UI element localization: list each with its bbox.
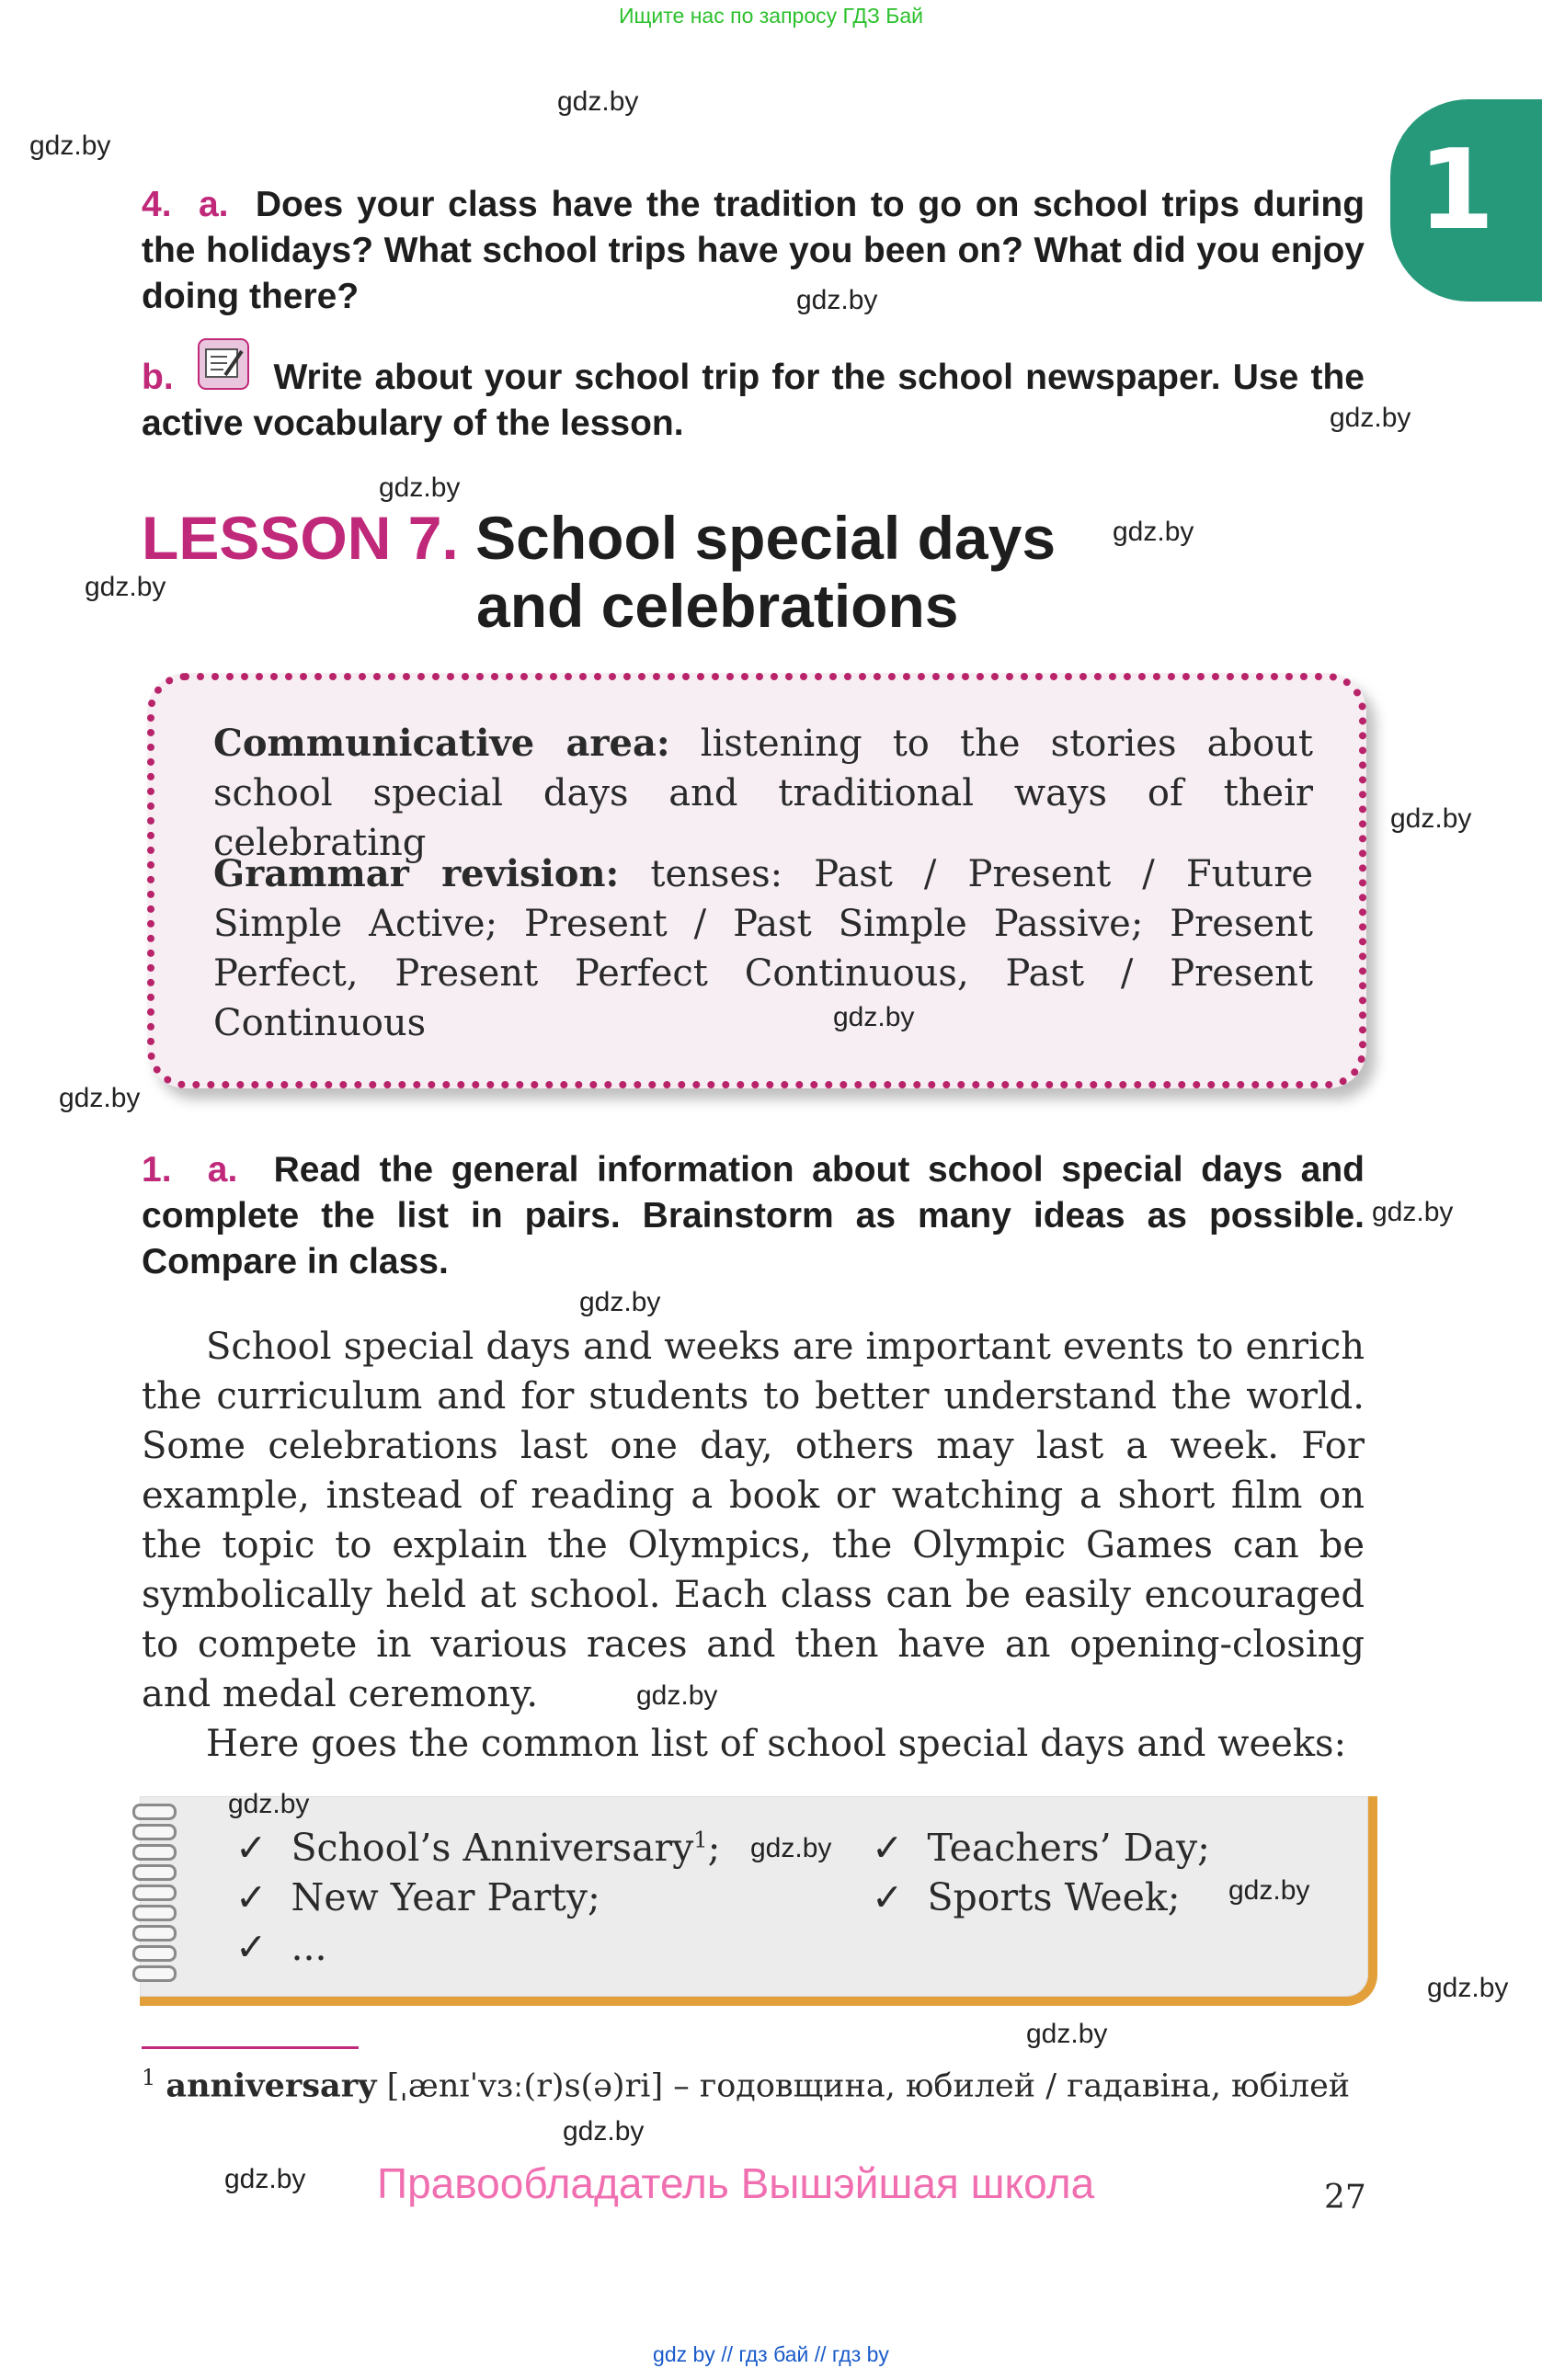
reading-paragraph-1: School special days and weeks are important events to enrich the curriculum and for students to better understand the world. Some celebrations last one day, others may last a week. For example, instead of reading a book or watching a short film on the topic to explain the Olympics, the Olympic Games can be symbolically held at school. Each class can be easily encouraged to compete in various races and then have an opening-closing and medal ceremony. (142, 1326, 1365, 1715)
list-item: ✓ Sports Week; (872, 1875, 1181, 1919)
communicative-area (213, 719, 1313, 868)
lesson-heading (142, 504, 1056, 640)
task-letter: b. (142, 358, 174, 397)
task-4b-text: Write about your school trip for the school newspaper. Use the active vocabulary of the lesson. (142, 358, 1365, 443)
top-banner[interactable]: Ищите нас по запросу ГДЗ Бай (618, 4, 924, 28)
checkmark-icon: ✓ (872, 1826, 904, 1870)
unit-number: 1 (1418, 127, 1495, 255)
watermark: gdz.by (750, 1833, 832, 1863)
grammar-revision-label: Grammar revision: (213, 852, 620, 895)
spiral-ring (132, 1824, 177, 1840)
watermark: gdz.by (29, 131, 111, 161)
checkmark-icon: ✓ (235, 1875, 268, 1919)
communicative-area-label: Communicative area: (213, 722, 670, 765)
grammar-revision (213, 849, 1313, 1048)
communicative-area-text: listening to the stories about school special days and traditional ways of their celebrating (213, 723, 1313, 864)
spiral-ring (132, 1965, 177, 1982)
grammar-revision-text: tenses: Past / Present / Future Simple Active; Present / Past Simple Passive; Present Perfect, Present Perfect Continuous, Past / Present Continuous (213, 853, 1314, 1044)
spiral-ring (132, 1844, 177, 1861)
lesson-title-line1: School special days (475, 504, 1057, 572)
footnote-mark: 1 (142, 2065, 156, 2090)
watermark: gdz.by (1228, 1875, 1310, 1906)
list-item: ✓ ... (235, 1925, 327, 1969)
task-letter: a. (207, 1150, 238, 1190)
task-number: 1. (142, 1150, 172, 1190)
watermark: gdz.by (563, 2116, 645, 2147)
task-number: 4. (142, 185, 172, 224)
watermark: gdz.by (228, 1789, 310, 1819)
watermark: gdz.by (796, 285, 878, 315)
task-4a (142, 182, 1365, 320)
watermark: gdz.by (1390, 803, 1472, 834)
page-number: 27 (1324, 2179, 1366, 2216)
watermark: gdz.by (1113, 517, 1194, 547)
footnote-text: [ˌænɪˈvɜː(r)s(ə)ri] – годовщина, юбилей / гадавіна, юбілей (386, 2067, 1351, 2105)
list-item: ✓ New Year Party; (235, 1875, 600, 1919)
bottom-banner[interactable]: gdz by // гдз бай // гдз by (653, 2342, 889, 2366)
spiral-ring (132, 1885, 177, 1901)
list-item: ✓ School’s Anniversary$^1$; (235, 1826, 721, 1870)
watermark: gdz.by (636, 1680, 718, 1711)
lesson-title-line2: and celebrations (476, 572, 959, 640)
watermark: gdz.by (833, 1002, 915, 1032)
watermark: gdz.by (224, 2164, 306, 2194)
spiral-ring (132, 1905, 177, 1921)
watermark: gdz.by (1427, 1973, 1509, 2003)
lesson-objectives-card (147, 673, 1366, 1088)
spiral-ring (132, 1804, 177, 1820)
watermark: gdz.by (1372, 1197, 1454, 1227)
footnote-divider (142, 2046, 359, 2049)
watermark: gdz.by (379, 473, 461, 503)
watermark: gdz.by (59, 1083, 141, 1113)
lesson-label: LESSON 7. (142, 504, 459, 572)
task-1a-text: Read the general information about school special days and complete the list in pairs. Brainstorm as many ideas as possible. Compare in class. (142, 1150, 1365, 1281)
task-letter: a. (198, 185, 229, 224)
checkmark-icon: ✓ (235, 1925, 268, 1969)
copyright-holder: Правообладатель Вышэйшая школа (377, 2159, 1095, 2207)
spiral-ring (132, 1945, 177, 1962)
task-4b (142, 355, 1365, 447)
watermark: gdz.by (1026, 2019, 1108, 2049)
reading-paragraph-2: Here goes the common list of school special days and weeks: (206, 1723, 1347, 1765)
watermark: gdz.by (579, 1287, 661, 1317)
watermark: gdz.by (1330, 403, 1411, 433)
writing-notebook-icon (198, 338, 249, 390)
unit-badge (1390, 99, 1542, 302)
spiral-ring (132, 1864, 177, 1881)
watermark: gdz.by (85, 572, 166, 602)
checkmark-icon: ✓ (872, 1875, 904, 1919)
task-1a (142, 1147, 1365, 1285)
footnote (142, 2057, 1365, 2107)
list-item: ✓ Teachers’ Day; (872, 1826, 1210, 1870)
watermark: gdz.by (557, 86, 639, 117)
spiral-ring (132, 1925, 177, 1942)
footnote-term: anniversary (166, 2067, 377, 2105)
checkmark-icon: ✓ (235, 1826, 268, 1870)
special-days-list (140, 1796, 1377, 2006)
task-4a-text: Does your class have the tradition to go on school trips during the holidays? What school trips have you been on? What did you enjoy doing there? (142, 185, 1365, 316)
